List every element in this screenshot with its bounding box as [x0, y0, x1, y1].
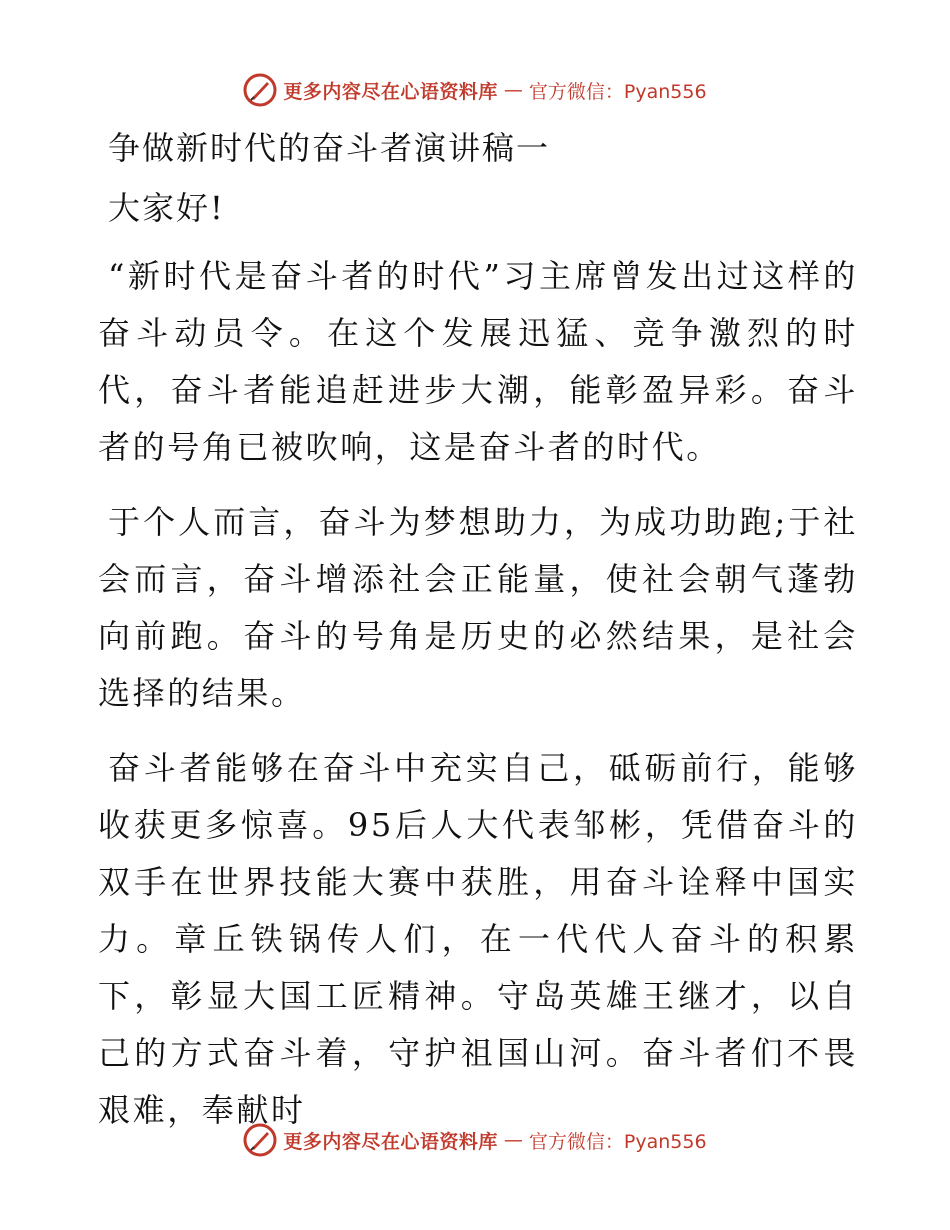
footer-promo-text: 更多内容尽在心语资料库: [283, 1130, 498, 1153]
header-promo-text: 更多内容尽在心语资料库: [283, 80, 498, 103]
footer-wechat-text: 官方微信：Pyan556: [528, 1130, 707, 1153]
header-banner[interactable]: [0, 70, 950, 110]
quill-pen-logo-icon: [243, 1123, 277, 1157]
document-title: 争做新时代的奋斗者演讲稿一: [108, 129, 551, 167]
paragraph-3: 奋斗者能够在奋斗中充实自己，砥砺前行，能够收获更多惊喜。95后人大代表邹彬，凭借奋斗的双手在世界技能大赛中获胜，用奋斗诠释中国实力。章丘铁锅传人们，在一代代人奋斗的积累下，彰显大国工匠精神。守岛英雄王继才，以自己的方式奋斗着，守护祖国山河。奋斗者们不畏艰难，奉献时: [98, 749, 858, 1129]
header-separator: —: [503, 79, 523, 101]
paragraph-1: “新时代是奋斗者的时代”习主席曾发出过这样的奋斗动员令。在这个发展迅猛、竞争激烈的时代，奋斗者能追赶进步大潮，能彰盈异彩。奋斗者的号角已被吹响，这是奋斗者的时代。: [98, 257, 858, 466]
quill-pen-logo-icon: [243, 73, 277, 107]
footer-separator: —: [503, 1129, 523, 1151]
document-body: [98, 124, 858, 1157]
paragraph-2: 于个人而言，奋斗为梦想助力，为成功助跑;于社会而言，奋斗增添社会正能量，使社会朝气蓬勃向前跑。奋斗的号角是历史的必然结果，是社会选择的结果。: [98, 503, 858, 712]
footer-banner[interactable]: [0, 1120, 950, 1160]
header-wechat-text: 官方微信：Pyan556: [528, 80, 707, 103]
greeting: 大家好!: [108, 189, 225, 227]
